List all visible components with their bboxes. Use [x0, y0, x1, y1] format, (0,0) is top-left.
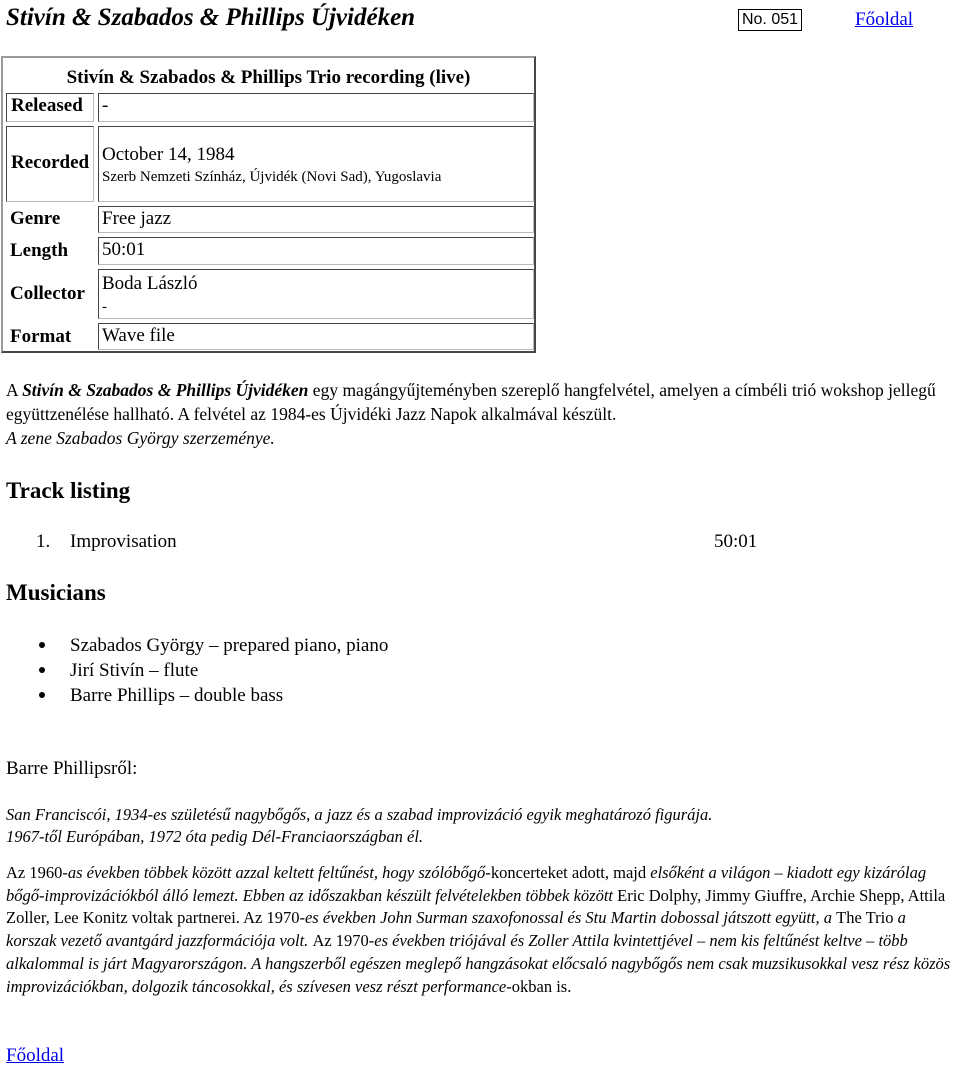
- bio-line: 1967-től Európában, 1972 óta pedig Dél-Franciaországban él.: [6, 827, 424, 846]
- recorded-place: Szerb Nemzeti Színház, Újvidék (Novi Sad), Yugoslavia: [102, 169, 442, 185]
- bio-paragraph-1: [6, 804, 958, 848]
- track-row: [36, 529, 766, 555]
- bio-text-segment: elsőként a világon – kiadott egy kizárólag bőgő-improvizációkból álló lemezt. Ebben az időszakban készült felvételekben többek között: [6, 863, 927, 905]
- list-item: [36, 658, 388, 683]
- track-number: 1.: [36, 531, 51, 552]
- home-link[interactable]: Főoldal: [855, 9, 914, 30]
- recorded-date: October 14, 1984: [102, 144, 235, 165]
- intro-composer: A zene Szabados György szerzeménye.: [6, 428, 275, 448]
- musician-list: [36, 633, 388, 708]
- bio-text-segment: Eric Dolphy, Jimmy Giuffre, Archie Shepp, Attila Zoller, Lee Konitz voltak partnerei. Az 1970-: [6, 885, 946, 928]
- track-listing-heading: Track listing: [6, 478, 131, 503]
- bio-text-segment: Az 1970-: [312, 931, 375, 951]
- recorded-label: Recorded: [6, 126, 94, 202]
- collector-extra: -: [102, 299, 107, 315]
- list-item: [36, 633, 388, 658]
- intro-prefix: A: [6, 380, 23, 400]
- bio-text-segment: -okban is.: [506, 976, 572, 996]
- collector-label: Collector: [10, 283, 85, 304]
- bio-heading: Barre Phillipsről:: [6, 758, 138, 779]
- bio-text-segment: es években John Surman szaxofonossal és Stu Martin dobossal játszott együtt, a: [304, 908, 837, 928]
- bio-text-segment: koncerteket adott, majd: [490, 863, 651, 882]
- intro-album-name: Stivín & Szabados & Phillips Újvidéken: [22, 380, 309, 400]
- footer-home-link[interactable]: Főoldal: [6, 1045, 65, 1066]
- genre-label: Genre: [10, 208, 61, 229]
- musician-text: Szabados György – prepared piano, piano: [70, 635, 389, 656]
- released-value: -: [98, 93, 534, 122]
- musician-text: Barre Phillips – double bass: [70, 685, 284, 706]
- bio-line: San Franciscói, 1934-es születésű nagybőgős, a jazz és a szabad improvizáció egyik meghatározó figurája.: [6, 805, 713, 824]
- bio-paragraph-2: [6, 862, 958, 998]
- page-title: Stivín & Szabados & Phillips Újvidéken: [6, 4, 416, 31]
- format-value: Wave file: [98, 323, 534, 350]
- recording-info-table: [1, 56, 536, 353]
- musicians-heading: Musicians: [6, 580, 106, 605]
- length-label: Length: [10, 240, 69, 261]
- bullet-icon: [39, 692, 45, 698]
- format-label: Format: [10, 326, 72, 347]
- length-value: 50:01: [98, 237, 534, 265]
- genre-value: Free jazz: [98, 206, 534, 233]
- track-length: 50:01: [714, 531, 758, 552]
- bio-text-segment: The Trio: [836, 908, 898, 928]
- recorded-value: [98, 126, 534, 202]
- bio-text-segment: Az 1960-: [6, 863, 68, 882]
- collector-value: [98, 269, 534, 319]
- released-label: Released: [6, 93, 94, 122]
- collector-name: Boda László: [102, 273, 198, 294]
- track-title: Improvisation: [70, 531, 177, 552]
- table-caption: Stivín & Szabados & Phillips Trio recording (live): [66, 67, 471, 88]
- intro-paragraph: [6, 378, 958, 450]
- bullet-icon: [39, 667, 45, 673]
- catalog-number-badge: No. 051: [738, 9, 802, 31]
- bio-text-segment: es években triójával és Zoller Attila kvintettjével – nem kis feltűnést keltve – több alkalommal is járt Magyarországon. A hangszerből egészen meglepő hangzásokat előcsaló nagybőgős nem csak muzsikusokkal vesz rész közös improvizációkban, dolgozik táncosokkal, és szívesen vesz részt performance: [6, 931, 951, 996]
- bio-text-segment: a korszak vezető avantgárd jazzformációja volt.: [6, 908, 906, 951]
- bullet-icon: [39, 642, 45, 648]
- list-item: [36, 683, 388, 708]
- intro-text: egy magángyűjteményben szereplő hangfelvétel, amelyen a címbéli trió wokshop jellegű együttzenélése hallható. A felvétel az 1984-es Újvidéki Jazz Napok alkalmával készült.: [6, 380, 936, 424]
- musician-text: Jirí Stivín – flute: [70, 660, 199, 681]
- bio-text-segment: as években többek között azzal keltett feltűnést, hogy szólóbőgő-: [67, 863, 491, 882]
- page-header: [6, 2, 956, 36]
